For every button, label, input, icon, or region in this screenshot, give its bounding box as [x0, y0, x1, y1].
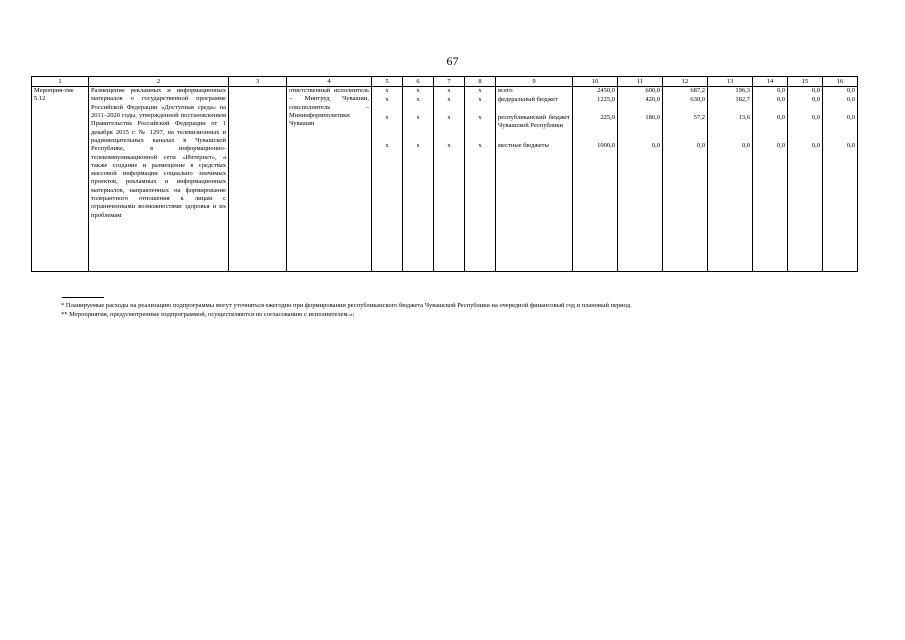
table-cell: х	[434, 114, 465, 142]
table-cell: 180,0	[618, 114, 663, 142]
table-cell: 0,0	[823, 87, 858, 97]
table-cell: 2450,0	[573, 87, 618, 97]
table-cell: 0,0	[618, 142, 663, 151]
table-cell	[496, 151, 573, 272]
table-cell	[823, 151, 858, 272]
header-cell: 8	[465, 77, 496, 87]
event-number-cell: Мероприя-тие 5.12	[32, 87, 89, 272]
table-cell	[753, 151, 788, 272]
header-cell: 16	[823, 77, 858, 87]
table-cell: 0,0	[753, 87, 788, 97]
table-cell: х	[434, 87, 465, 97]
table-cell: 182,7	[708, 96, 753, 114]
program-table	[31, 76, 858, 272]
table-cell: 600,0	[618, 87, 663, 97]
table-cell: 13,6	[708, 114, 753, 142]
table-cell: х	[465, 96, 496, 114]
table-cell: х	[434, 142, 465, 151]
funding-source-cell: республиканский бюджет Чувашской Республики	[496, 114, 573, 142]
table-cell	[573, 151, 618, 272]
header-cell: 5	[372, 77, 403, 87]
event-description-cell: Размещение рекламных и информационных материалов о государственной программе Российской Федерации «Доступная среда» на 2011–2020 годы, утвержденной постановлением Правительства Российской Федерации от 1 декабря 2015 г. № 1297, на телевизионных и радиовещательных каналах в Чувашской Республике, в информационно-телекоммуникационной сети «Интернет», а также создание и размещение в средствах массовой информации социально значимых проектов, рекламных и информационных материалов, направленных на формирование толерантного отношения к лицам с ограниченными возможностями здоровья и их проблемам	[89, 87, 229, 272]
table-cell: х	[372, 142, 403, 151]
table-cell	[434, 151, 465, 272]
footnote-1: * Планируемые расходы на реализацию подпрограммы могут уточняться ежегодно при формировании республиканского бюджета Чувашской Республики на очередной финансовый год и плановый период.	[61, 302, 632, 309]
table-cell: 420,0	[618, 96, 663, 114]
table-cell: 0,0	[788, 96, 823, 114]
table-cell: х	[403, 142, 434, 151]
table-cell: х	[403, 114, 434, 142]
table-cell: 0,0	[753, 96, 788, 114]
header-cell: 1	[32, 77, 89, 87]
executor-cell: ответственный исполнитель – Минтруд Чувашии, соисполнитель – Мининформполитики Чувашии	[287, 87, 372, 272]
table-cell: 0,0	[788, 142, 823, 151]
table-cell: х	[403, 87, 434, 97]
table-row	[32, 87, 858, 97]
table-cell: 225,0	[573, 114, 618, 142]
table-cell: х	[372, 87, 403, 97]
header-cell: 6	[403, 77, 434, 87]
table-cell: 630,0	[663, 96, 708, 114]
table-cell	[403, 151, 434, 272]
table-cell: х	[403, 96, 434, 114]
table-cell: 57,2	[663, 114, 708, 142]
funding-source-cell: всего	[496, 87, 573, 97]
table-cell: 0,0	[663, 142, 708, 151]
table-cell: 687,2	[663, 87, 708, 97]
funding-source-cell: федеральный бюджет	[496, 96, 573, 114]
header-cell: 14	[753, 77, 788, 87]
header-cell: 2	[89, 77, 229, 87]
table-cell	[372, 151, 403, 272]
footnote-2: ** Мероприятия, предусмотренные подпрограммой, осуществляются по согласованию с исполнителем.»;	[61, 311, 355, 318]
page-number: 67	[446, 54, 459, 68]
table-cell	[788, 151, 823, 272]
table-cell: 0,0	[753, 142, 788, 151]
table-cell	[708, 151, 753, 272]
footnote-rule	[62, 297, 104, 298]
table-cell: 196,3	[708, 87, 753, 97]
table-cell: х	[434, 96, 465, 114]
table-cell: х	[372, 96, 403, 114]
table-cell: 1225,0	[573, 96, 618, 114]
table-cell	[465, 151, 496, 272]
column-3-cell	[229, 87, 287, 272]
header-row	[32, 77, 858, 87]
table-cell: 0,0	[823, 96, 858, 114]
header-cell: 10	[573, 77, 618, 87]
funding-source-cell: местные бюджеты	[496, 142, 573, 151]
table-cell: 0,0	[823, 114, 858, 142]
header-cell: 4	[287, 77, 372, 87]
table-cell: х	[372, 114, 403, 142]
header-cell: 7	[434, 77, 465, 87]
header-cell: 12	[663, 77, 708, 87]
table-cell: х	[465, 142, 496, 151]
table-cell	[663, 151, 708, 272]
header-cell: 3	[229, 77, 287, 87]
header-cell: 13	[708, 77, 753, 87]
table-cell: 0,0	[788, 114, 823, 142]
table-cell	[618, 151, 663, 272]
header-cell: 9	[496, 77, 573, 87]
table-cell: 1000,0	[573, 142, 618, 151]
header-cell: 11	[618, 77, 663, 87]
table-cell: 0,0	[823, 142, 858, 151]
table-cell: 0,0	[753, 114, 788, 142]
table-cell: х	[465, 87, 496, 97]
table-cell: 0,0	[708, 142, 753, 151]
table-cell: х	[465, 114, 496, 142]
table-cell: 0,0	[788, 87, 823, 97]
header-cell: 15	[788, 77, 823, 87]
